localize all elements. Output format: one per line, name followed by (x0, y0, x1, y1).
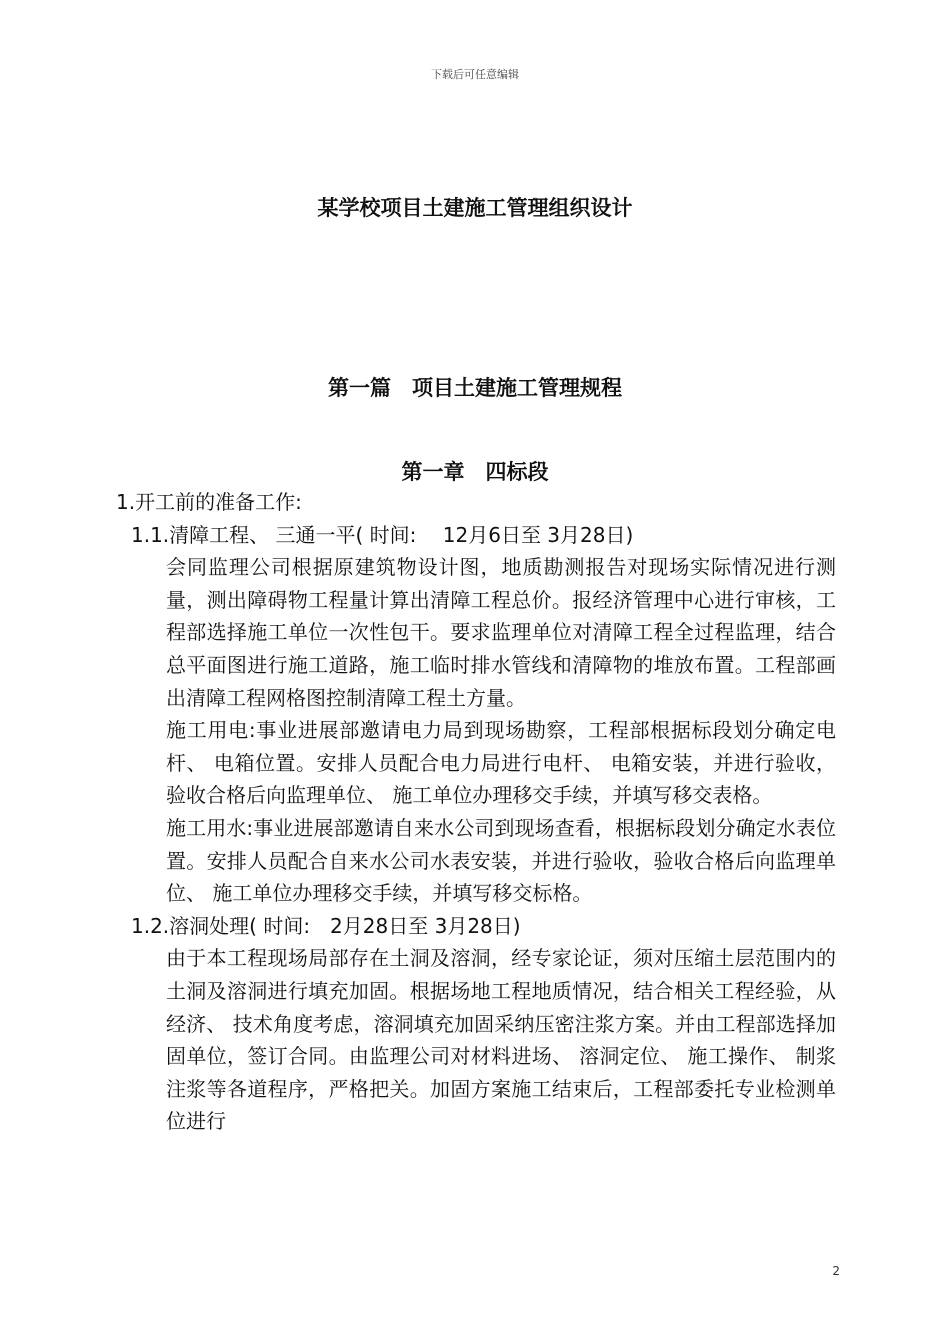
paragraph-water: 施工用水:事业进展部邀请自来水公司到现场查看，根据标段划分确定水表位置。安排人员配合自来水公司水表安装，并进行验收，验收合格后向监理单位、 施工单位办理移交手续，并填写移交标格。 (166, 815, 836, 906)
paragraph-karst-treatment: 由于本工程现场局部存在土洞及溶洞，经专家论证，须对压缩土层范围内的土洞及溶洞进行填充加固。根据场地工程地质情况，结合相关工程经验，从经济、 技术角度考虑，溶洞填充加固采纳压密注浆方案。并由工程部选择加固单位，签订合同。由监理公司对材料进场、 溶洞定位、 施工操作、 制浆注浆等各道程序，严格把关。加固方案施工结束后，工程部委托专业检测单位进行 (166, 946, 836, 1134)
subsection-heading-1-2: 1.2.溶洞处理( 时间: 2月28日至 3月28日) (131, 913, 521, 938)
part-title: 第一篇 项目土建施工管理规程 (328, 376, 622, 400)
chapter-title: 第一章 四标段 (401, 460, 549, 484)
document-title: 某学校项目土建施工管理组织设计 (317, 196, 633, 220)
subsection-heading-1-1: 1.1.清障工程、 三通一平( 时间: 12月6日至 3月28日) (131, 522, 634, 547)
header-note: 下载后可任意编辑 (431, 68, 519, 81)
section-heading-1: 1.开工前的准备工作: (116, 490, 302, 514)
document-body (0, 486, 950, 1138)
paragraph-clearance: 会同监理公司根据原建筑物设计图，地质勘测报告对现场实际情况进行测量，测出障碍物工程量计算出清障工程总价。报经济管理中心进行审核，工程部选择施工单位一次性包干。要求监理单位对清障工程全过程监理，结合总平面图进行施工道路，施工临时排水管线和清障物的堆放布置。工程部画出清障工程网格图控制清障工程土方量。 (166, 555, 836, 710)
paragraph-electricity: 施工用电:事业进展部邀请电力局到现场勘察，工程部根据标段划分确定电杆、 电箱位置。安排人员配合电力局进行电杆、 电箱安装，并进行验收，验收合格后向监理单位、 施工单位办理移交手续，并填写移交表格。 (166, 718, 836, 808)
page-number: 2 (832, 1264, 840, 1278)
